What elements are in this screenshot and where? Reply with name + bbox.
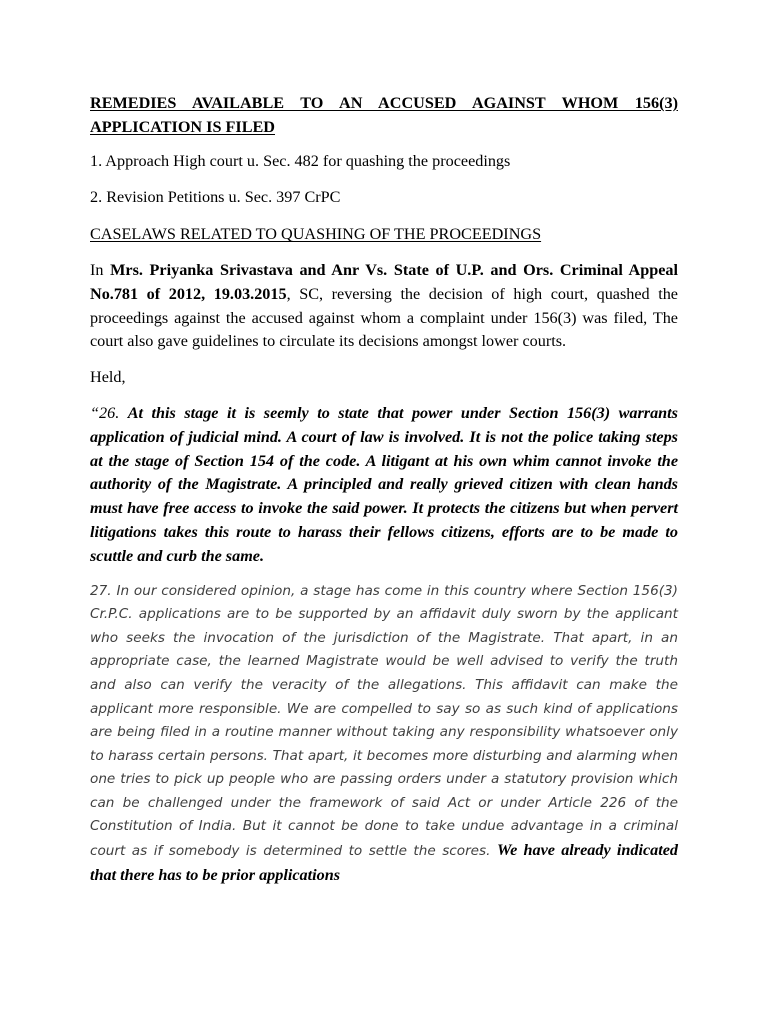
- case-intro-prefix: In: [90, 260, 111, 279]
- remedy-item-2: 2. Revision Petitions u. Sec. 397 CrPC: [90, 188, 341, 207]
- held-label: Held,: [90, 368, 126, 387]
- document-heading: REMEDIES AVAILABLE TO AN ACCUSED AGAINST WHOM 156(3) APPLICATION IS FILED: [90, 94, 678, 136]
- quote-27-text: 27. In our considered opinion, a stage has come in this country where Section 156(3) Cr.P.C. applications are to be supported by an affidavit duly sworn by the applicant who seeks the invocation of the jurisdiction of the Magistrate. That apart, in an appropriate case, the learned Magistrate would be well advised to verify the truth and also can verify the veracity of the allegations. This affidavit can make the applicant more responsible. We are compelled to say so as such kind of applications are being filed in a routine manner without taking any responsibility whatsoever only to harass certain persons. That apart, it becomes more disturbing and alarming when one tries to pick up people who are passing orders under a statutory provision which can be challenged under the framework of said Act or under Article 226 of the Constitution of India. But it cannot be done to take undue advantage in a criminal court as if somebody is determined to settle the scores.: [90, 582, 678, 860]
- quote-27-emphasis: We have already indicated that there has to be prior applications: [90, 841, 678, 884]
- remedy-item-1: 1. Approach High court u. Sec. 482 for quashing the proceedings: [90, 151, 511, 170]
- caselaws-heading: CASELAWS RELATED TO QUASHING OF THE PROCEEDINGS: [90, 225, 542, 244]
- quote-paragraph-27: [90, 580, 678, 889]
- quote-paragraph-26: [90, 402, 678, 569]
- quote-26-text: At this stage it is seemly to state that power under Section 156(3) warrants application of judicial mind. A court of law is involved. It is not the police taking steps at the stage of Section 154 of the code. A litigant at his own whim cannot invoke the authority of the Magistrate. A principled and really grieved citizen with clean hands must have free access to invoke the said power. It protects the citizens but when pervert litigations takes this route to harass their fellows citizens, efforts are to be made to scuttle and curb the same.: [90, 403, 678, 565]
- case-intro-paragraph: [90, 259, 678, 354]
- case-citation: Mrs. Priyanka Srivastava and Anr Vs. State of U.P. and Ors. Criminal Appeal No.781 of 2012, 19.03.2015: [90, 260, 679, 303]
- document-page: [90, 92, 678, 888]
- quote-26-number: “26.: [90, 403, 128, 422]
- case-intro-text: , SC, reversing the decision of high court, quashed the proceedings against the accused against whom a complaint under 156(3) was filed, The court also gave guidelines to circulate its decisions amongst lower courts.: [90, 284, 678, 351]
